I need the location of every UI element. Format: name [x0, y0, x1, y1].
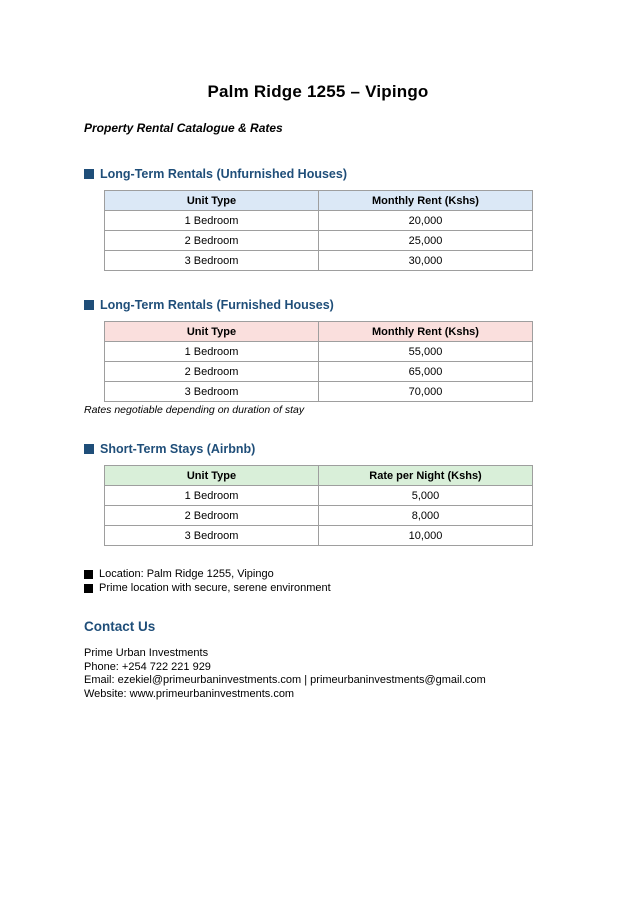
environment-note: [84, 581, 552, 595]
table-header-row: [105, 191, 533, 211]
contact-website: Website: www.primeurbaninvestments.com: [84, 687, 295, 700]
contact-company: Prime Urban Investments: [84, 647, 209, 659]
table-row: [105, 506, 533, 526]
rent-cell: 70,000: [319, 382, 533, 402]
rent-cell: 65,000: [319, 362, 533, 382]
unit-type-cell: 2 Bedroom: [105, 506, 319, 526]
rent-cell: 55,000: [319, 342, 533, 362]
column-header-unit-type: Unit Type: [105, 191, 319, 211]
table-row: [105, 382, 533, 402]
section-unfurnished-rentals: [84, 167, 552, 271]
unit-type-cell: 1 Bedroom: [105, 486, 319, 506]
table-header-row: [105, 322, 533, 342]
section-furnished-rentals: [84, 298, 552, 416]
table-row: [105, 486, 533, 506]
section-heading-label: Long-Term Rentals (Furnished Houses): [100, 298, 334, 312]
contact-email: Email: ezekiel@primeurbaninvestments.com | primeurbaninvestments@gmail.com: [84, 674, 486, 686]
rent-cell: 30,000: [319, 251, 533, 271]
page-subtitle: Property Rental Catalogue & Rates: [84, 121, 283, 135]
column-header-rate-per-night: Rate per Night (Kshs): [319, 466, 533, 486]
section-heading: [84, 298, 552, 312]
square-bullet-icon: [84, 570, 93, 579]
table-row: [105, 362, 533, 382]
unit-type-cell: 2 Bedroom: [105, 362, 319, 382]
square-bullet-icon: [84, 169, 94, 179]
unit-type-cell: 3 Bedroom: [105, 526, 319, 546]
rates-negotiable-note: Rates negotiable depending on duration of stay: [84, 404, 305, 416]
table-row: [105, 231, 533, 251]
unit-type-cell: 3 Bedroom: [105, 382, 319, 402]
table-row: [105, 342, 533, 362]
section-short-term-stays: [84, 442, 552, 546]
contact-us-heading: Contact Us: [84, 619, 156, 634]
section-heading-label: Long-Term Rentals (Unfurnished Houses): [100, 167, 348, 181]
location-note-text: Location: Palm Ridge 1255, Vipingo: [99, 568, 274, 580]
table-header-row: [105, 466, 533, 486]
rent-cell: 5,000: [319, 486, 533, 506]
unfurnished-rates-table: [104, 190, 533, 271]
square-bullet-icon: [84, 584, 93, 593]
airbnb-rates-table: [104, 465, 533, 546]
unit-type-cell: 2 Bedroom: [105, 231, 319, 251]
rent-cell: 25,000: [319, 231, 533, 251]
column-header-unit-type: Unit Type: [105, 322, 319, 342]
square-bullet-icon: [84, 444, 94, 454]
contact-phone: Phone: +254 722 221 929: [84, 660, 211, 673]
rent-cell: 8,000: [319, 506, 533, 526]
column-header-unit-type: Unit Type: [105, 466, 319, 486]
table-row: [105, 526, 533, 546]
section-heading: [84, 167, 552, 181]
environment-note-text: Prime location with secure, serene environment: [99, 582, 331, 594]
unit-type-cell: 1 Bedroom: [105, 342, 319, 362]
table-row: [105, 211, 533, 231]
column-header-monthly-rent: Monthly Rent (Kshs): [319, 191, 533, 211]
unit-type-cell: 1 Bedroom: [105, 211, 319, 231]
table-row: [105, 251, 533, 271]
section-heading: [84, 442, 552, 456]
rent-cell: 10,000: [319, 526, 533, 546]
furnished-rates-table: [104, 321, 533, 402]
section-heading-label: Short-Term Stays (Airbnb): [100, 442, 256, 456]
contact-block: [84, 647, 552, 701]
rent-cell: 20,000: [319, 211, 533, 231]
square-bullet-icon: [84, 300, 94, 310]
location-note: [84, 567, 552, 581]
property-notes: [84, 567, 552, 595]
unit-type-cell: 3 Bedroom: [105, 251, 319, 271]
column-header-monthly-rent: Monthly Rent (Kshs): [319, 322, 533, 342]
page-title: Palm Ridge 1255 – Vipingo: [207, 82, 429, 101]
